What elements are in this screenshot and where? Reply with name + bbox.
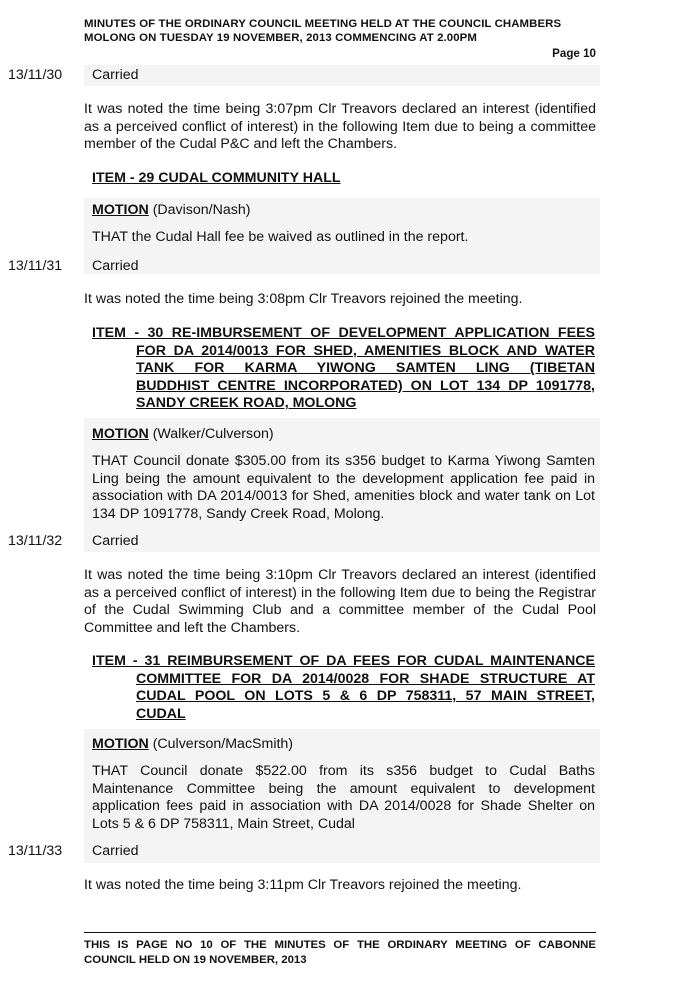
- motion-29: [92, 202, 250, 218]
- minute-note: It was noted the time being 3:11pm Clr Treavors rejoined the meeting.: [84, 877, 522, 893]
- item-30-heading: [92, 325, 595, 413]
- item-30-heading-line: FOR DA 2014/0013 FOR SHED, AMENITIES BLOCK AND WATER: [136, 342, 595, 359]
- motion-30-text: THAT Council donate $305.00 from its s356 budget to Karma Yiwong Samten Ling being the amount equivalent to the development application fee paid in association with DA 2014/0013 for Shed, amenities block and water tank on Lot 134 DP 1091778, Sandy Creek Road, Molong.: [92, 453, 595, 522]
- header-title-line-2: MOLONG ON TUESDAY 19 NOVEMBER, 2013 COMMENCING AT 2.00PM: [84, 32, 477, 44]
- resolution-number: 13/11/32: [8, 533, 63, 549]
- carried-label: Carried: [92, 533, 139, 549]
- item-29-heading: ITEM - 29 CUDAL COMMUNITY HALL: [92, 170, 341, 186]
- motion-movers: (Culverson/MacSmith): [148, 736, 294, 752]
- footer-line-2: COUNCIL HELD ON 19 NOVEMBER, 2013: [84, 953, 307, 966]
- shaded-band: [84, 65, 600, 86]
- footer-rule: [84, 932, 596, 933]
- item-31-heading: [92, 653, 595, 723]
- item-30-heading-line: BUDDHIST CENTRE INCORPORATED) ON LOT 134 DP 1091778,: [136, 377, 595, 394]
- item-30-heading-line: SANDY CREEK ROAD, MOLONG: [136, 395, 357, 412]
- item-31-heading-line: COMMITTEE FOR DA 2014/0028 FOR SHADE STRUCTURE AT: [136, 670, 595, 687]
- resolution-number: 13/11/33: [8, 843, 63, 859]
- minute-note: It was noted the time being 3:08pm Clr Treavors rejoined the meeting.: [84, 291, 523, 307]
- item-31-heading-line: CUDAL POOL ON LOTS 5 & 6 DP 758311, 57 MAIN STREET,: [136, 688, 595, 705]
- page-number: Page 10: [552, 47, 596, 60]
- motion-movers: (Davison/Nash): [148, 202, 251, 218]
- minute-note: It was noted the time being 3:10pm Clr Treavors declared an interest (identified as a perceived conflict of interest) in the following Item due to being the Registrar of the Cudal Swimming Club and a committee member of the Cudal Pool Committee and left the Chambers.: [84, 567, 596, 636]
- motion-31-text: THAT Council donate $522.00 from its s356 budget to Cudal Baths Maintenance Committee being the amount equivalent to development application fees paid in association with DA 2014/0028 for Shade Shelter on Lots 5 & 6 DP 758311, Main Street, Cudal: [92, 763, 595, 832]
- item-31-heading-line: CUDAL: [136, 705, 186, 722]
- motion-29-text: THAT the Cudal Hall fee be waived as outlined in the report.: [92, 229, 469, 245]
- carried-label: Carried: [92, 258, 139, 274]
- minute-note: It was noted the time being 3:07pm Clr Treavors declared an interest (identified as a perceived conflict of interest) in the following Item due to being a committee member of the Cudal P&C and left the Chambers.: [84, 101, 596, 153]
- motion-30: [92, 426, 274, 442]
- carried-label: Carried: [92, 843, 139, 859]
- item-30-heading-line: ITEM - 30 RE-IMBURSEMENT OF DEVELOPMENT APPLICATION FEES: [92, 325, 595, 341]
- item-30-heading-line: TANK FOR KARMA YIWONG SAMTEN LING (TIBETAN: [136, 360, 595, 377]
- motion-label: MOTION: [92, 426, 149, 442]
- motion-31: [92, 736, 293, 752]
- carried-label: Carried: [92, 67, 139, 83]
- header-title-line-1: MINUTES OF THE ORDINARY COUNCIL MEETING HELD AT THE COUNCIL CHAMBERS: [84, 18, 562, 30]
- footer-line-1: THIS IS PAGE NO 10 OF THE MINUTES OF THE ORDINARY MEETING OF CABONNE: [84, 939, 596, 951]
- page-footer: [84, 938, 596, 967]
- resolution-number: 13/11/30: [8, 67, 63, 83]
- item-31-heading-line: ITEM - 31 REIMBURSEMENT OF DA FEES FOR CUDAL MAINTENANCE: [92, 653, 595, 669]
- motion-movers: (Walker/Culverson): [148, 426, 274, 442]
- resolution-number: 13/11/31: [8, 258, 63, 274]
- motion-label: MOTION: [92, 202, 149, 218]
- motion-label: MOTION: [92, 736, 149, 752]
